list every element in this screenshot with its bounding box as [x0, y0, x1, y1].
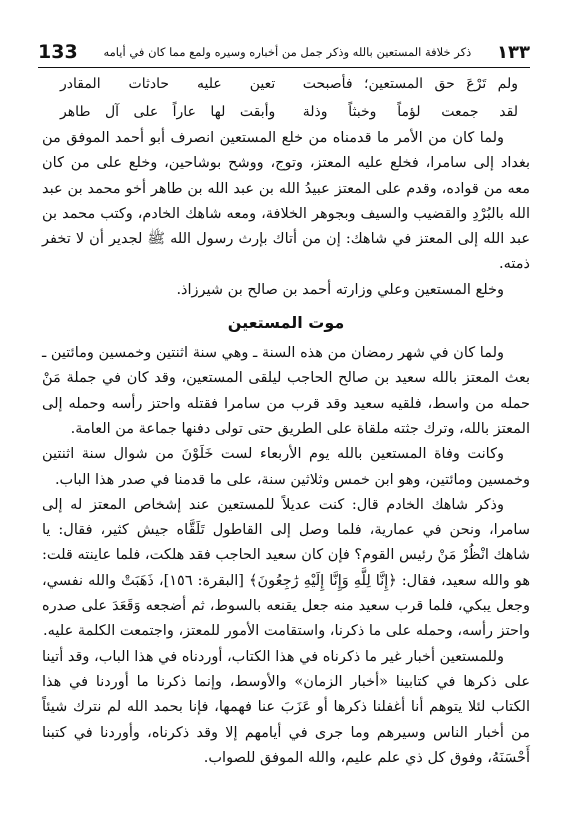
body-paragraph: وذكر شاهك الخادم قال: كنت عديلاً للمستعين عند إشخاص المعتز له إلى سامرا، ونحن في عمارية، فلما وصل إلى القاطول تَلَقَّاه جيش كثير، فقال: يا شاهك انْظُرْ مَنْ رئيس القوم؟ فإن كان سعيد الحاجب فقد هلكت، فلما عاينته قلت: هو والله سعيد، فقال: ﴿إِنَّا لِلَّهِ وَإِنَّا إِلَيْهِ رَٰجِعُونَ﴾ [البقرة: ١٥٦]، ذَهَبَتْ والله نفسي، وجعل يبكي، فلما قرب سعيد منه جعل يقنعه بالسوط، ثم أضجعه وَقَعَدَ على صدره واحتز رأسه، وحمله على ما ذكرنا، واستقامت الأمور للمعتز، واجتمعت الكلمة عليه. [42, 496, 530, 640]
body-paragraph: وخلع المستعين وعلي وزارته أحمد بن صالح بن شيرزاذ. [176, 281, 504, 298]
header-rule [38, 67, 530, 68]
verse-second-hemistich: وأبقت لها عاراً على آل طاهر [60, 104, 276, 120]
page-number-arabic: ١٣٣ [497, 41, 530, 63]
section-title: موت المستعين [227, 313, 345, 333]
poem-verse [60, 70, 518, 98]
page-body [42, 126, 530, 798]
verse-first-hemistich: ولم تَرْعَ حق المستعين؛ فأصبحت [302, 76, 518, 92]
poem [60, 70, 518, 126]
running-title: ذكر خلافة المستعين بالله وذكر جمل من أخباره وسيره ولمع مما كان في أيامه [103, 45, 472, 59]
verse-first-hemistich: لقد جمعت لؤماً وخبثاً وذلة [302, 104, 518, 120]
body-paragraph: ولما كان من الأمر ما قدمناه من خلع المستعين انصرف أبو أحمد الموفق من بغداد إلى سامرا، فخلع عليه المعتز، وتوج، ووشح بوشاحين، وخلع على من كان معه من قواده، وقدم على المعتز عبيدُ الله بن عبد الله بن طاهر أخو محمد بن عبد الله بالبُرْدِ والقضيب والسيف وبجوهر الخلافة، ومعه شاهك الخادم، وكتب محمد بن عبد الله إلى المعتز في شاهك: إن من أتاك بإرث رسول الله ﷺ لجدير أن لا تخفر ذمته. [42, 130, 530, 273]
page-number-latin: 133 [38, 41, 78, 63]
body-paragraph: وكانت وفاة المستعين بالله يوم الأربعاء لست خَلَوْنَ من شوال سنة اثنتين وخمسين ومائتين، وهو ابن خمس وثلاثين سنة، على ما قدمنا في صدر هذا الباب. [42, 446, 530, 488]
poem-verse [60, 98, 518, 126]
body-paragraph: ولما كان في شهر رمضان من هذه السنة ـ وهي سنة اثنتين وخمسين ومائتين ـ بعث المعتز بالله سعيد بن صالح الحاجب ليلقى المستعين، وقد كان في جملة مَنْ حمله من واسط، فلقيه سعيد وقد قرب من سامرا فقتله واحتز رأسه وحمله إلى المعتز بالله، وترك جثته ملقاة على الطريق حتى تولى دفنها جماعة من العامة. [42, 345, 530, 437]
verse-second-hemistich: تعين عليه حادثات المقادر [60, 76, 276, 92]
body-paragraph: وللمستعين أخبار غير ما ذكرناه في هذا الكتاب، أوردناه في هذا الباب، وقد أتينا على ذكرها في كتابينا «أخبار الزمان» والأوسط، وإنما ذكرنا ما أوردنا في هذا الكتاب لئلا يتوهم أنا أغفلنا ذكرها أو عَزَبَ عنا فهمها، فإنا بحمد الله لم نترك شيئاً من أخبار الناس وسيرهم وما جرى في أيامهم إلا وقد ذكرناه، وأوردنا في كتبنا أَحْسَنَهُ، وفوق كل ذي علم عليم، والله الموفق للصواب. [42, 648, 530, 766]
page-header [38, 38, 530, 66]
